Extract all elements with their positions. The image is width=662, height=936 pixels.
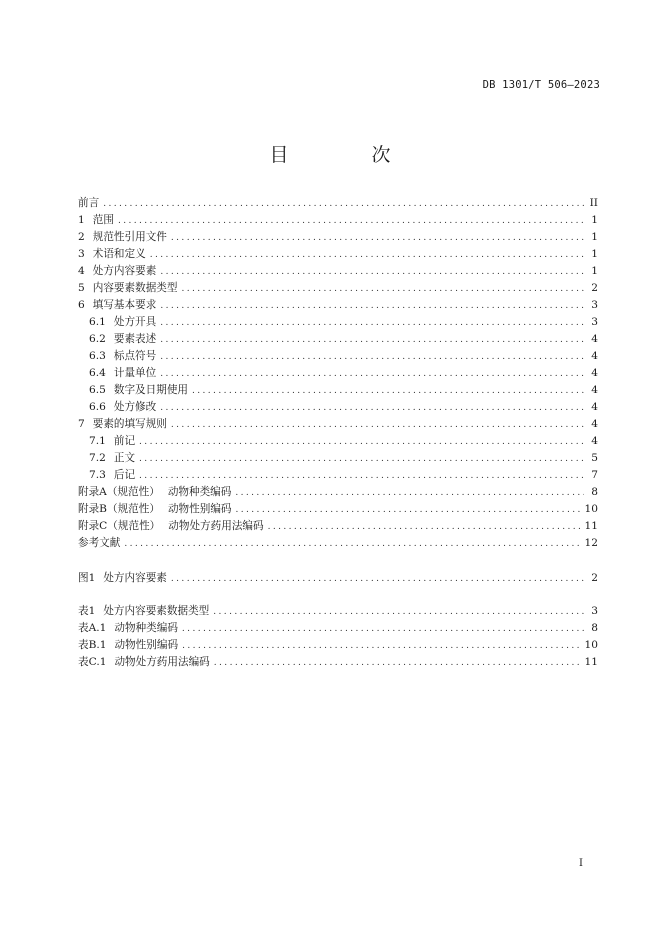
toc-entry-page: 4: [591, 333, 598, 345]
toc-leader-dots: [103, 196, 584, 213]
toc-entry[interactable]: [78, 399, 598, 416]
toc-entry-number: 表1: [78, 605, 96, 617]
toc-entry[interactable]: [78, 331, 598, 348]
toc-leader-dots: [182, 281, 585, 298]
toc-leader-dots: [160, 400, 584, 417]
toc-entry[interactable]: [78, 637, 598, 654]
toc-leader-dots: [139, 434, 584, 451]
toc-leader-dots: [192, 383, 584, 400]
toc-entry-label: 数字及日期使用: [113, 384, 189, 396]
toc-entry-label: 前记: [113, 435, 136, 447]
toc-entry-label: 动物处方药用法编码: [114, 656, 210, 668]
toc-entry[interactable]: [78, 620, 598, 637]
toc-entry[interactable]: [78, 297, 598, 314]
toc-entry-page: 3: [591, 605, 598, 617]
toc-entry[interactable]: [78, 382, 598, 399]
toc-entry-page: 11: [584, 656, 598, 668]
toc-entry[interactable]: [78, 246, 598, 263]
toc-entry-number: 附录A（规范性）: [78, 486, 160, 498]
toc-entry-number: 附录C（规范性）: [78, 520, 161, 532]
toc-entry-number: 6.2: [89, 333, 106, 345]
toc-entry-label: 处方内容要素: [92, 265, 157, 277]
toc-entry[interactable]: [78, 603, 598, 620]
toc-entry-page: 11: [584, 520, 598, 532]
toc-entry-number: 附录B（规范性）: [78, 503, 160, 515]
toc-entry-label: 动物性别编码: [114, 639, 179, 651]
toc-entry-label: 前言: [78, 197, 100, 209]
page-title: 目 次: [269, 144, 423, 166]
toc-entry[interactable]: [78, 314, 598, 331]
toc-entry[interactable]: [78, 535, 598, 552]
toc-leader-dots: [160, 366, 584, 383]
toc-entry[interactable]: [78, 570, 598, 587]
toc-entry-number: 6.5: [89, 384, 106, 396]
toc-entry[interactable]: [78, 229, 598, 246]
toc-entry-number: 7.1: [89, 435, 106, 447]
toc-entry-label: 动物处方药用法编码: [168, 520, 264, 532]
toc-entry-label: 填写基本要求: [92, 299, 157, 311]
toc-entry-label: 参考文献: [78, 537, 121, 549]
toc-entry[interactable]: [78, 450, 598, 467]
toc-entry-number: 7.3: [89, 469, 106, 481]
toc-entry-label: 规范性引用文件: [92, 231, 167, 243]
toc-entry-page: 10: [584, 639, 598, 651]
toc-leader-dots: [160, 332, 584, 349]
toc-leader-dots: [160, 349, 584, 366]
toc-entry-page: 2: [591, 282, 598, 294]
toc-leader-dots: [124, 536, 580, 553]
toc-entry-number: 1: [78, 214, 85, 226]
toc-entry-page: 4: [591, 435, 598, 447]
toc-entry[interactable]: [78, 348, 598, 365]
toc-entry-page: 5: [591, 452, 598, 464]
toc-entry-number: 2: [78, 231, 85, 243]
toc-entry-label: 动物性别编码: [167, 503, 232, 515]
toc-leader-dots: [171, 417, 584, 434]
toc-entry[interactable]: [78, 416, 598, 433]
toc-leader-dots: [214, 655, 581, 672]
toc-leader-dots: [235, 485, 584, 502]
toc-entry-page: 4: [591, 350, 598, 362]
toc-entry[interactable]: [78, 365, 598, 382]
toc-entry[interactable]: [78, 518, 598, 535]
document-code: DB 1301/T 506—2023: [482, 79, 600, 91]
toc-entry-label: 动物种类编码: [114, 622, 178, 634]
toc-leader-dots: [171, 230, 584, 247]
toc-entry-page: 1: [591, 265, 598, 277]
toc-entry-number: 表C.1: [78, 656, 107, 668]
toc-leader-dots: [171, 571, 584, 588]
page-number: I: [579, 858, 583, 869]
toc-entry[interactable]: [78, 263, 598, 280]
toc-entry-number: 7: [78, 418, 85, 430]
toc-entry[interactable]: [78, 433, 598, 450]
toc-entry-number: 5: [78, 282, 85, 294]
toc-leader-dots: [118, 213, 584, 230]
toc-entry[interactable]: [78, 467, 598, 484]
toc-entry[interactable]: [78, 195, 598, 212]
toc-entry-number: 表A.1: [78, 622, 107, 634]
toc-leader-dots: [150, 247, 584, 264]
toc-entry-number: 表B.1: [78, 639, 107, 651]
toc-entry-label: 范围: [92, 214, 114, 226]
toc-entry-label: 要素表述: [113, 333, 157, 345]
toc-entry-label: 后记: [113, 469, 136, 481]
toc-entry-page: 7: [591, 469, 598, 481]
toc-entry-label: 处方修改: [113, 401, 157, 413]
toc-entry-number: 6: [78, 299, 85, 311]
toc-main-list: [78, 195, 598, 552]
toc-entry-page: 12: [584, 537, 598, 549]
toc-entry-page: 3: [591, 316, 598, 328]
toc-figures-list: [78, 570, 598, 587]
toc-entry-number: 7.2: [89, 452, 106, 464]
toc-entry-page: 2: [591, 572, 598, 584]
toc-entry-page: 1: [591, 231, 598, 243]
toc-leader-dots: [160, 315, 584, 332]
toc-entry-page: 4: [591, 418, 598, 430]
toc-leader-dots: [160, 298, 584, 315]
toc-tables-list: [78, 603, 598, 671]
toc-entry[interactable]: [78, 484, 598, 501]
toc-leader-dots: [139, 468, 584, 485]
toc-entry-page: 3: [591, 299, 598, 311]
toc-entry-label: 计量单位: [113, 367, 157, 379]
toc-entry-label: 要素的填写规则: [92, 418, 167, 430]
toc-leader-dots: [139, 451, 584, 468]
toc-entry-number: 4: [78, 265, 85, 277]
toc-entry-page: II: [589, 197, 598, 209]
toc-leader-dots: [236, 502, 581, 519]
toc-entry-page: 1: [591, 248, 598, 260]
toc-entry[interactable]: [78, 654, 598, 671]
toc-entry-number: 6.4: [89, 367, 106, 379]
toc-entry-number: 6.6: [89, 401, 106, 413]
toc-entry-label: 术语和定义: [92, 248, 146, 260]
toc-leader-dots: [160, 264, 584, 281]
toc-entry-number: 3: [78, 248, 85, 260]
toc-entry-label: 处方开具: [113, 316, 157, 328]
toc-leader-dots: [213, 604, 584, 621]
toc-entry-label: 标点符号: [113, 350, 157, 362]
toc-entry-label: 正文: [113, 452, 136, 464]
toc-entry-page: 4: [591, 384, 598, 396]
toc-entry-number: 6.3: [89, 350, 106, 362]
toc-entry-label: 处方内容要素数据类型: [103, 605, 210, 617]
toc-leader-dots: [268, 519, 581, 536]
toc-entry-number: 6.1: [89, 316, 106, 328]
toc-entry-label: 动物种类编码: [167, 486, 232, 498]
toc-entry[interactable]: [78, 501, 598, 518]
toc-entry-number: 图1: [78, 572, 96, 584]
toc-entry-page: 4: [591, 401, 598, 413]
toc-leader-dots: [182, 621, 584, 638]
toc-entry-page: 1: [591, 214, 598, 226]
toc-entry[interactable]: [78, 280, 598, 297]
toc-entry-label: 内容要素数据类型: [92, 282, 178, 294]
toc-entry-page: 8: [591, 622, 598, 634]
toc-entry-page: 10: [584, 503, 598, 515]
toc-entry-page: 4: [591, 367, 598, 379]
toc-entry-page: 8: [591, 486, 598, 498]
toc-leader-dots: [182, 638, 580, 655]
toc-entry-label: 处方内容要素: [103, 572, 167, 584]
toc-entry[interactable]: [78, 212, 598, 229]
